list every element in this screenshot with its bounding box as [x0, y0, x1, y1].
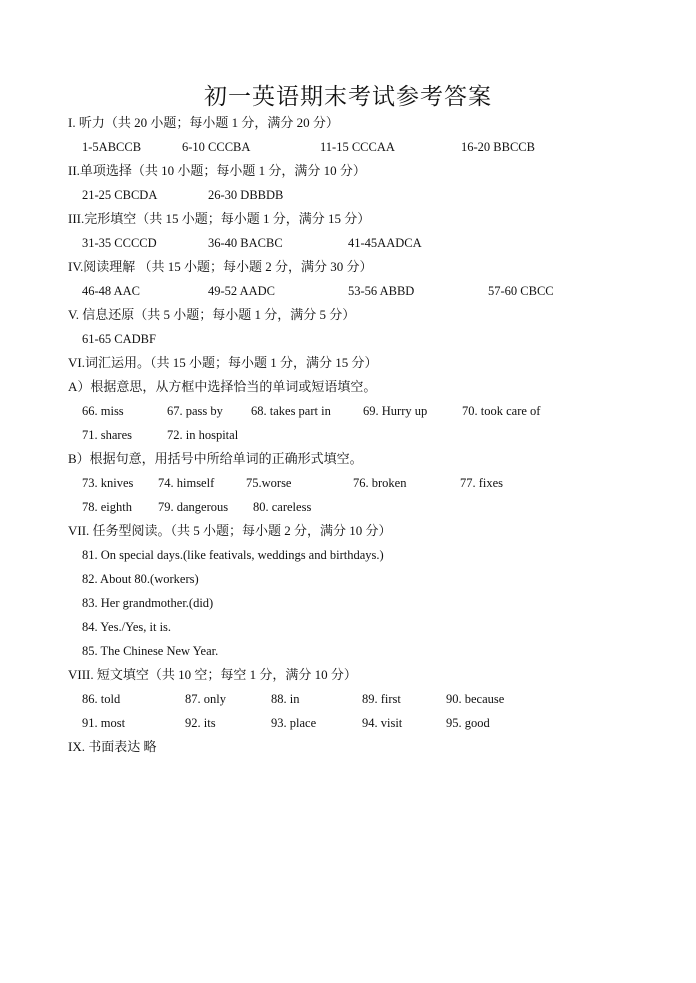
section-6-part-b: B）根据句意，用括号中所给单词的正确形式填空。	[68, 451, 363, 466]
answer-item: 83. Her grandmother.(did)	[82, 596, 214, 610]
answer-item: 87. only	[185, 692, 226, 706]
answer-item: 84. Yes./Yes, it is.	[82, 620, 172, 634]
section-6-heading: VI.词汇运用。（共 15 小题；每小题 1 分，满分 15 分）	[68, 355, 378, 370]
section-1-heading: I. 听力（共 20 小题；每小题 1 分，满分 20 分）	[68, 115, 339, 130]
answer-item: 1-5ABCCB	[82, 140, 142, 154]
answer-item: 61-65 CADBF	[82, 332, 156, 346]
section-5-heading: V. 信息还原（共 5 小题；每小题 1 分，满分 5 分）	[68, 307, 356, 322]
answer-item: 31-35 CCCCD	[82, 236, 157, 250]
answer-item: 73. knives	[82, 476, 134, 490]
answer-item: 92. its	[185, 716, 216, 730]
answer-item: 77. fixes	[460, 476, 504, 490]
answer-item: 80. careless	[253, 500, 312, 514]
answer-item: 95. good	[446, 716, 490, 730]
answer-item: 86. told	[82, 692, 121, 706]
section-3-heading: III.完形填空（共 15 小题；每小题 1 分，满分 15 分）	[68, 211, 371, 226]
answer-item: 81. On special days.(like feativals, weddings and birthdays.)	[82, 548, 384, 562]
answer-item: 68. takes part in	[251, 404, 331, 418]
answer-item: 69. Hurry up	[363, 404, 428, 418]
answer-item: 72. in hospital	[167, 428, 239, 442]
answer-item: 91. most	[82, 716, 126, 730]
answer-item: 93. place	[271, 716, 317, 730]
answer-item: 88. in	[271, 692, 300, 706]
answer-item: 26-30 DBBDB	[208, 188, 284, 202]
answer-item: 53-56 ABBD	[348, 284, 415, 298]
answer-item: 66. miss	[82, 404, 124, 418]
section-8-heading: VIII. 短文填空（共 10 空；每空 1 分，满分 10 分）	[68, 667, 357, 682]
section-9-heading: IX. 书面表达 略	[68, 739, 157, 754]
section-2-heading: II.单项选择（共 10 小题；每小题 1 分，满分 10 分）	[68, 163, 366, 178]
section-4-heading: IV.阅读理解 （共 15 小题；每小题 2 分，满分 30 分）	[68, 259, 373, 274]
answer-item: 78. eighth	[82, 500, 132, 514]
answer-item: 76. broken	[353, 476, 407, 490]
answer-item: 85. The Chinese New Year.	[82, 644, 219, 658]
section-7-heading: VII. 任务型阅读。（共 5 小题；每小题 2 分，满分 10 分）	[68, 523, 392, 538]
answer-item: 90. because	[446, 692, 505, 706]
answer-item: 21-25 CBCDA	[82, 188, 158, 202]
answer-item: 67. pass by	[167, 404, 223, 418]
answer-item: 11-15 CCCAA	[320, 140, 395, 154]
section-6-part-a: A）根据意思，从方框中选择恰当的单词或短语填空。	[68, 379, 377, 394]
answer-item: 79. dangerous	[158, 500, 229, 514]
answer-item: 41-45AADCA	[348, 236, 422, 250]
answer-item: 75.worse	[246, 476, 292, 490]
answer-item: 49-52 AADC	[208, 284, 276, 298]
answer-item: 36-40 BACBC	[208, 236, 283, 250]
answer-item: 70. took care of	[462, 404, 541, 418]
answer-item: 16-20 BBCCB	[461, 140, 535, 154]
answer-item: 6-10 CCCBA	[182, 140, 251, 154]
answer-item: 46-48 AAC	[82, 284, 140, 298]
answer-item: 89. first	[362, 692, 401, 706]
answer-item: 82. About 80.(workers)	[82, 572, 199, 586]
page-title: 初一英语期末考试参考答案	[204, 84, 492, 109]
answer-item: 74. himself	[158, 476, 215, 490]
answer-item: 57-60 CBCC	[488, 284, 554, 298]
answer-item: 94. visit	[362, 716, 403, 730]
answer-item: 71. shares	[82, 428, 132, 442]
